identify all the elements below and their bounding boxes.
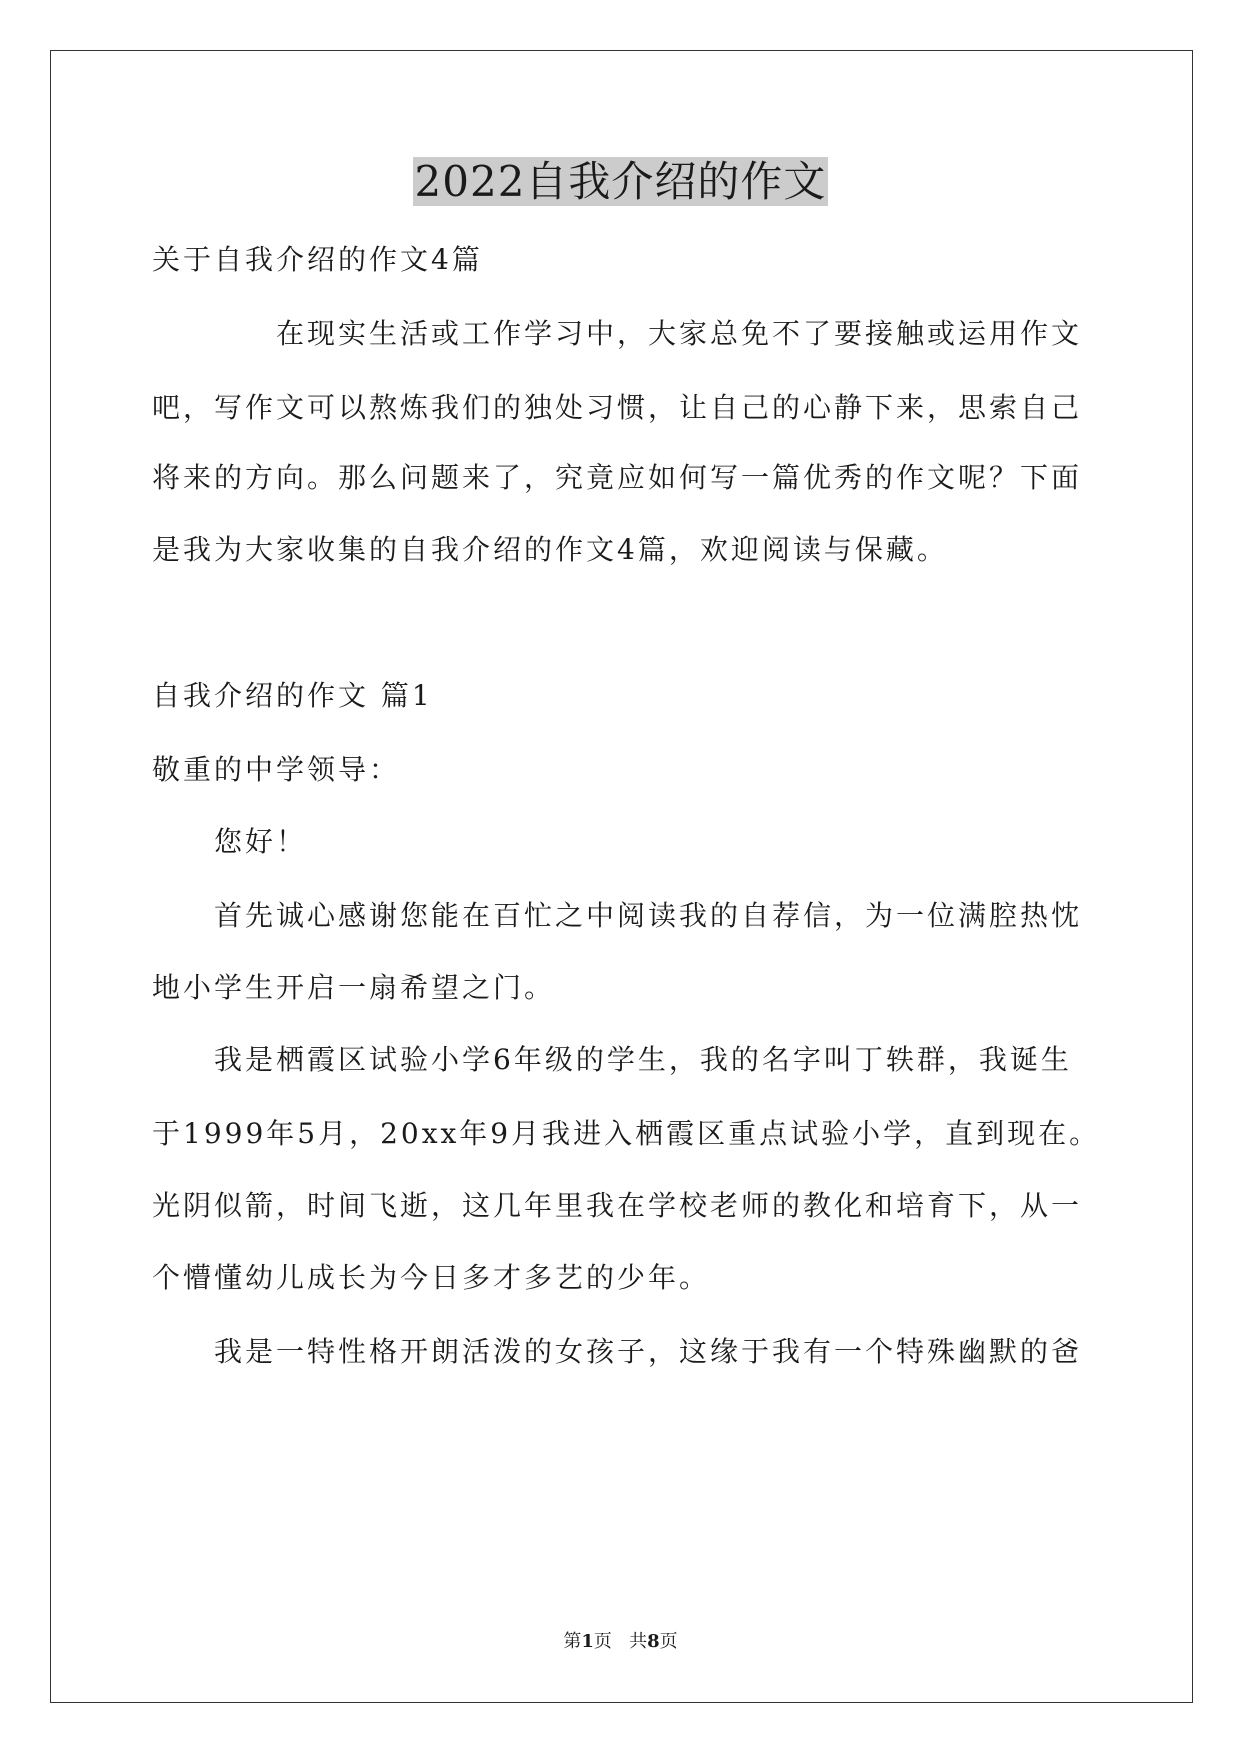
footer-page-mid: 页 共 bbox=[593, 1631, 648, 1652]
footer-page-current: 1 bbox=[581, 1631, 594, 1652]
intro-line-2: 吧，写作文可以熬炼我们的独处习惯，让自己的心静下来，思索自己 bbox=[152, 391, 1083, 424]
body-line-2: 地小学生开启一扇希望之门。 bbox=[152, 971, 556, 1004]
body-line-1: 首先诚心感谢您能在百忙之中阅读我的自荐信，为一位满腔热忱 bbox=[214, 899, 1083, 932]
greeting: 您好！ bbox=[214, 825, 308, 858]
section-heading: 自我介绍的作文 篇1 bbox=[152, 679, 433, 712]
body-line-4: 于1999年5月，20xx年9月我进入栖霞区重点试验小学，直到现在。 bbox=[152, 1117, 1101, 1150]
document-title bbox=[0, 152, 1241, 212]
footer-page-prefix: 第 bbox=[563, 1631, 582, 1652]
intro-line-1: 在现实生活或工作学习中，大家总免不了要接触或运用作文 bbox=[276, 317, 1083, 350]
page-footer bbox=[0, 1630, 1241, 1654]
intro-line-3: 将来的方向。那么问题来了，究竟应如何写一篇优秀的作文呢？下面 bbox=[152, 461, 1083, 494]
document-title-text: 2022自我介绍的作文 bbox=[414, 157, 827, 206]
document-subtitle: 关于自我介绍的作文4篇 bbox=[152, 243, 483, 276]
body-line-3: 我是栖霞区试验小学6年级的学生，我的名字叫丁轶群，我诞生 bbox=[214, 1043, 1072, 1076]
footer-page-total: 8 bbox=[647, 1631, 660, 1652]
body-line-5: 光阴似箭，时间飞逝，这几年里我在学校老师的教化和培育下，从一 bbox=[152, 1189, 1083, 1222]
page-border bbox=[50, 50, 1193, 1703]
body-line-7: 我是一特性格开朗活泼的女孩子，这缘于我有一个特殊幽默的爸 bbox=[214, 1335, 1083, 1368]
body-line-6: 个懵懂幼儿成长为今日多才多艺的少年。 bbox=[152, 1261, 711, 1294]
footer-page-suffix: 页 bbox=[659, 1631, 678, 1652]
salutation: 敬重的中学领导： bbox=[152, 753, 401, 786]
intro-line-4: 是我为大家收集的自我介绍的作文4篇，欢迎阅读与保藏。 bbox=[152, 533, 948, 566]
